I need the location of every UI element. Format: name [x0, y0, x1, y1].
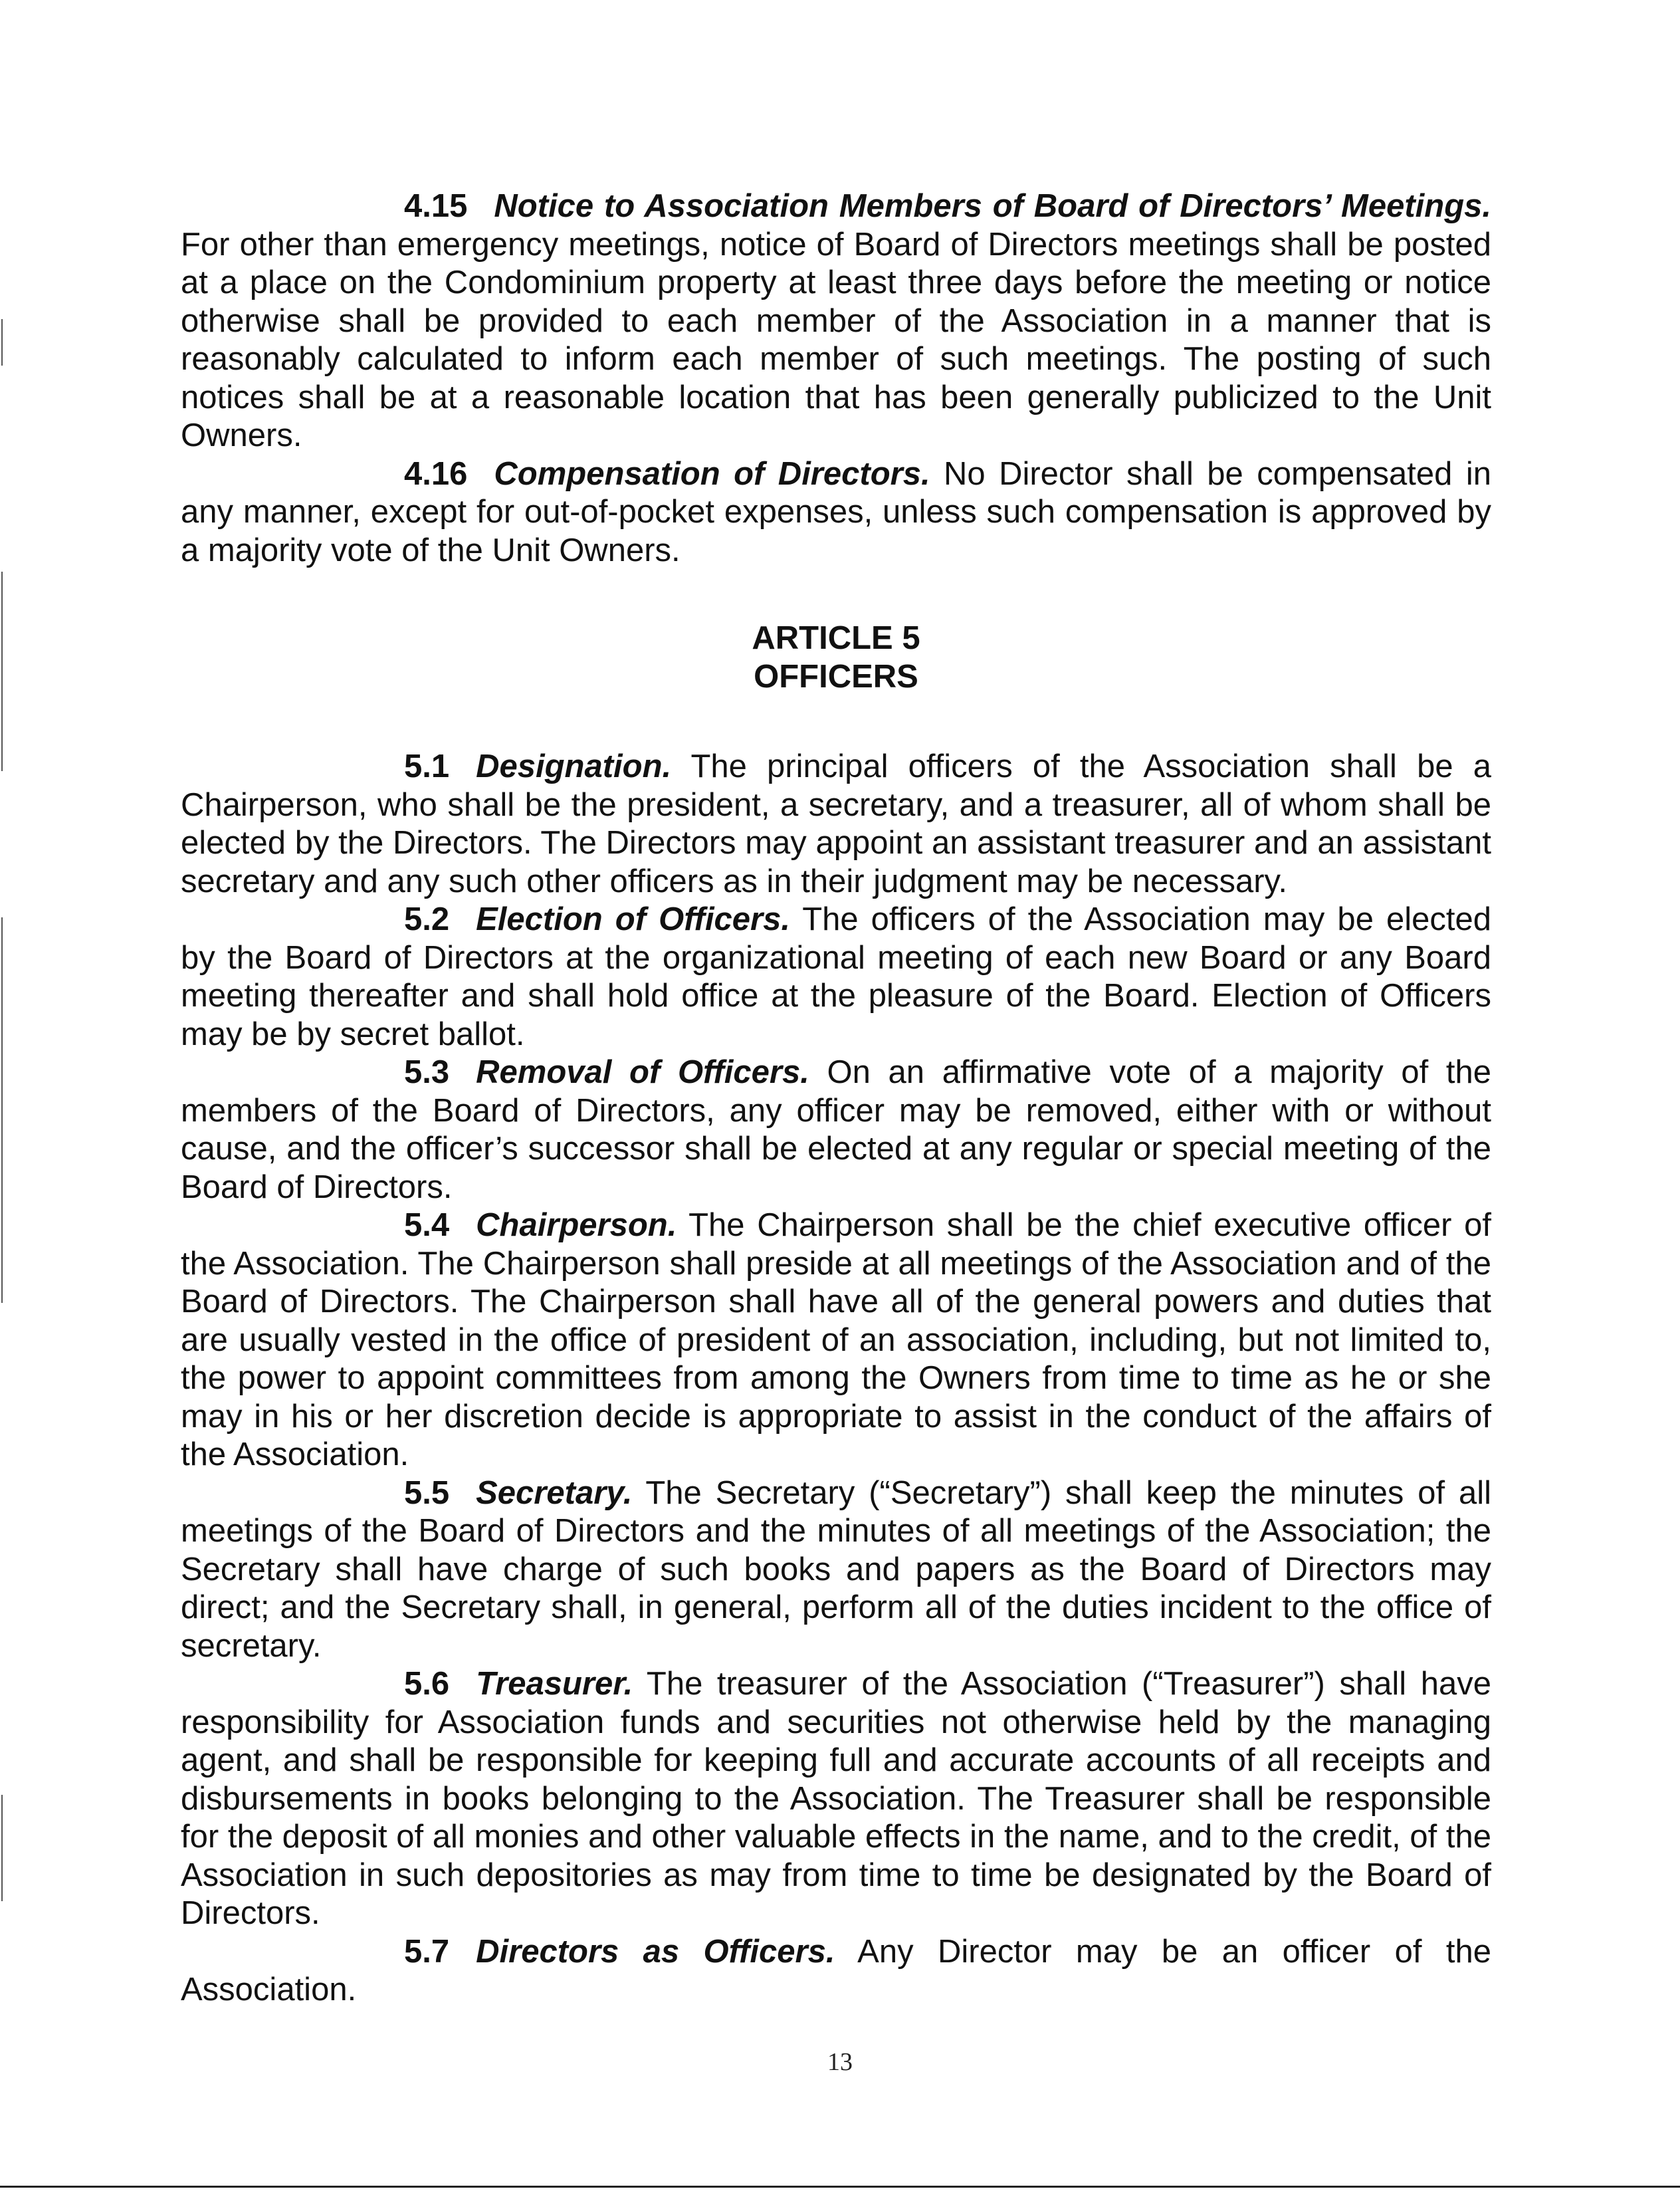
section-5-5 [181, 1474, 1491, 1666]
section-title: Compensation of Directors. [494, 455, 930, 492]
section-5-6 [181, 1665, 1491, 1933]
section-5-2 [181, 901, 1491, 1054]
section-text: For other than emergency meetings, notice of Board of Directors meetings shall be posted at a place on the Condominium property at least three days before the meeting or notice otherwise shall be provided to each member of the Association in a manner that is reasonably calculated to inform each member of such meetings. The posting of such notices shall be at a reasonable location that has been generally publicized to the Unit Owners. [181, 226, 1491, 453]
article-heading: ARTICLE 5 [752, 620, 920, 656]
section-text: On an affirmative vote of a majority of the members of the Board of Directors, any officer may be removed, either with or without cause, and the officer’s successor shall be elected at any regular or special meeting of the Board of Directors. [181, 1054, 1491, 1205]
section-text: The treasurer of the Association (“Treasurer”) shall have responsibility for Association funds and securities not otherwise held by the managing agent, and shall be responsible for keeping full and accurate accounts of all receipts and disbursements in books belonging to the Association. The Treasurer shall be responsible for the deposit of all monies and other valuable effects in the name, and to the credit, of the Association in such depositories as may from time to time be designated by the Board of Directors. [181, 1666, 1491, 1931]
scan-edge-mark [1, 572, 3, 771]
section-number: 4.16 [404, 455, 468, 492]
section-text: Any Director may be an officer of the Association. [181, 1933, 1491, 2008]
section-number: 5.7 [404, 1933, 450, 1970]
section-number: 5.2 [404, 901, 450, 937]
section-title: Designation. [476, 749, 672, 784]
section-title: Removal of Officers. [476, 1054, 809, 1090]
section-text: The Secretary (“Secretary”) shall keep the minutes of all meetings of the Board of Directors and the minutes of all meetings of the Association; the Secretary shall have charge of such books and papers as the Board of Directors may direct; and the Secretary shall, in general, perform all of the duties incident to the office of secretary. [181, 1474, 1492, 1664]
section-number: 5.5 [404, 1474, 450, 1511]
section-5-4 [181, 1207, 1491, 1474]
section-number: 5.6 [404, 1666, 450, 1702]
section-title: Treasurer. [476, 1666, 633, 1702]
section-text: The officers of the Association may be elected by the Board of Directors at the organizational meeting of each new Board or any Board meeting thereafter and shall hold office at the pleasure of the Board. Election of Officers may be by secret ballot. [181, 901, 1492, 1052]
section-text: No Director shall be compensated in any manner, except for out-of-pocket expenses, unless such compensation is approved by a majority vote of the Unit Owners. [181, 455, 1491, 568]
section-number: 4.15 [404, 188, 468, 224]
article-subheading: OFFICERS [754, 658, 918, 695]
section-title: Directors as Officers. [476, 1933, 835, 1970]
section-number: 5.3 [404, 1054, 450, 1090]
document-page [181, 187, 1491, 2010]
section-title: Election of Officers. [476, 901, 790, 937]
scan-edge-mark [1, 319, 3, 366]
section-number: 5.4 [404, 1207, 450, 1243]
section-4-15 [181, 187, 1491, 455]
section-title: Secretary. [476, 1474, 633, 1511]
section-title: Chairperson. [476, 1207, 677, 1243]
section-text: The principal officers of the Association shall be a Chairperson, who shall be the president, a secretary, and a treasurer, all of whom shall be elected by the Directors. The Directors may appoint an assistant treasurer and an assistant secretary and any such other officers as in their judgment may be necessary. [181, 749, 1492, 899]
section-title: Notice to Association Members of Board of Directors’ Meetings. [494, 188, 1491, 224]
scan-edge-line [0, 2186, 1680, 2188]
section-number: 5.1 [404, 749, 450, 784]
page-number: 13 [827, 2048, 853, 2076]
section-5-1 [181, 748, 1491, 901]
section-text: The Chairperson shall be the chief executive officer of the Association. The Chairperson shall preside at all meetings of the Association and of the Board of Directors. The Chairperson shall have all of the general powers and duties that are usually vested in the office of president of an association, including, but not limited to, the power to appoint committees from among the Owners from time to time as he or she may in his or her discretion decide is appropriate to assist in the conduct of the affairs of the Association. [181, 1207, 1491, 1472]
section-5-3 [181, 1054, 1491, 1207]
section-5-7 [181, 1933, 1491, 2010]
section-4-16 [181, 455, 1491, 570]
article-heading-block [181, 620, 1491, 696]
scan-edge-mark [1, 1795, 3, 1901]
scan-edge-mark [1, 917, 3, 1303]
